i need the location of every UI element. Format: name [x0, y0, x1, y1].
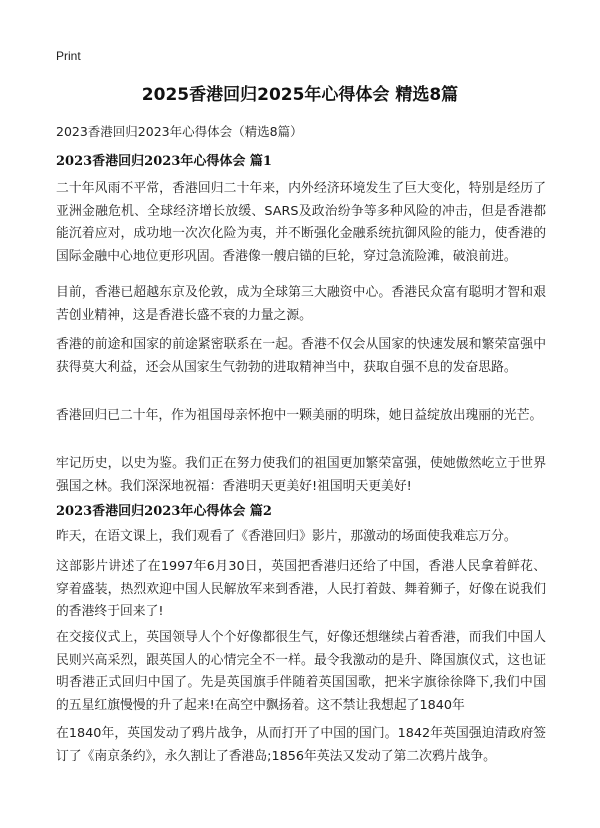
paragraph: 香港回归已二十年，作为祖国母亲怀抱中一颗美丽的明珠，她日益绽放出瑰丽的光芒。	[56, 408, 543, 423]
paragraph: 牢记历史，以史为鉴。我们正在努力使我们的祖国更加繁荣富强，使她傲然屹立于世界强国之林。我们深深地祝福：香港明天更美好!祖国明天更美好!	[56, 456, 546, 494]
paragraph: 这部影片讲述了在1997年6月30日，英国把香港归还给了中国，香港人民拿着鲜花、穿着盛装，热烈欢迎中国人民解放军来到香港，人民打着鼓、舞着狮子，好像在说我们的香港终于回来了!	[56, 559, 546, 619]
paragraph: 香港的前途和国家的前途紧密联系在一起。香港不仅会从国家的快速发展和繁荣富强中获得莫大利益，还会从国家生气勃勃的进取精神当中，获取自强不息的发奋思路。	[56, 337, 546, 375]
paragraph: 二十年风雨不平常，香港回归二十年来，内外经济环境发生了巨大变化，特别是经历了亚洲金融危机、全球经济增长放缓、SARS及政治纷争等多种风险的冲击，但是香港都能沉着应对，成功地一次次化险为夷，并不断强化金融系统抗御风险的能力，使香港的国际金融中心地位更形巩固。香港像一艘启锚的巨轮，穿过急流险滩，破浪前进。	[56, 181, 546, 264]
paragraph: 在交接仪式上，英国领导人个个好像都很生气，好像还想继续占着香港，而我们中国人民则兴高采烈，跟英国人的心情完全不一样。最令我激动的是升、降国旗仪式，这也证明香港正式回归中国了。先是英国旗手伴随着英国国歌，把米字旗徐徐降下,我们中国的五星红旗慢慢的升了起来!在高空中飘扬着。这不禁让我想起了1840年	[56, 630, 546, 713]
paragraph: 目前，香港已超越东京及伦敦，成为全球第三大融资中心。香港民众富有聪明才智和艰苦创业精神，这是香港长盛不衰的力量之源。	[56, 285, 546, 323]
print-link[interactable]: Print	[56, 49, 81, 63]
paragraph: 在1840年，英国发动了鸦片战争，从而打开了中国的国门。1842年英国强迫清政府签订了《南京条约》，永久割让了香港岛;1856年英法又发动了第二次鸦片战争。	[56, 726, 546, 764]
section-heading: 2023香港回归2023年心得体会 篇1	[56, 154, 272, 169]
page-title: 2025香港回归2025年心得体会 精选8篇	[141, 85, 459, 105]
document-subtitle: 2023香港回归2023年心得体会（精选8篇）	[56, 124, 303, 139]
section-heading: 2023香港回归2023年心得体会 篇2	[56, 504, 272, 519]
paragraph: 昨天，在语文课上，我们观看了《香港回归》影片，那激动的场面使我难忘万分。	[56, 529, 517, 544]
